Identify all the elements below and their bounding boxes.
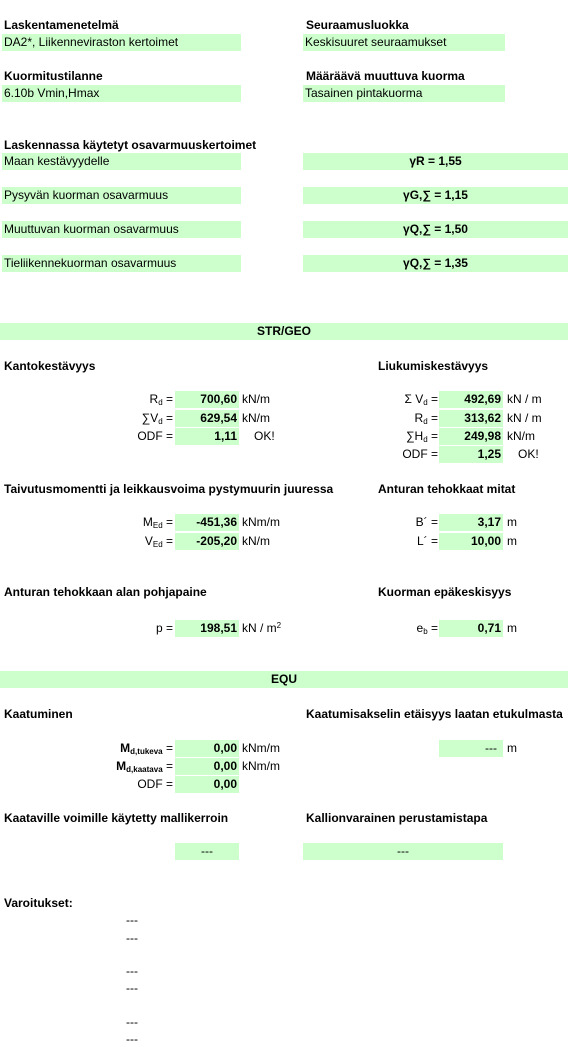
load-case-label: Kuormitustilanne (4, 69, 103, 83)
pressure-p-value[interactable]: 198,51 (175, 620, 239, 637)
sliding-vd-value[interactable]: 492,69 (439, 391, 503, 408)
rock-value[interactable]: --- (303, 843, 503, 860)
warning-item: --- (126, 931, 138, 945)
class-value[interactable]: Keskisuuret seuraamukset (303, 34, 505, 51)
overturn-m1-value[interactable]: 0,00 (175, 740, 239, 757)
sliding-rd-unit: kN / m (507, 411, 542, 425)
moment-ved-value[interactable]: -205,20 (175, 533, 239, 550)
bearing-odf-status: OK! (254, 429, 275, 443)
axis-value[interactable]: --- (439, 740, 503, 757)
model-value[interactable]: --- (175, 843, 239, 860)
bearing-rd-unit: kN/m (242, 392, 270, 406)
dims-b-label: B´ = (415, 515, 438, 529)
sliding-title: Liukumiskestävyys (378, 359, 489, 373)
ecc-e-value[interactable]: 0,71 (439, 620, 503, 637)
dims-l-unit: m (507, 534, 517, 548)
warning-item: --- (126, 1032, 138, 1046)
overturn-title: Kaatuminen (4, 707, 73, 721)
overturn-m2-unit: kNm/m (242, 759, 280, 773)
factor-label-traffic: Tieliikennekuorman osavarmuus (2, 255, 241, 272)
moment-ved-label: $V_{Ed}$ = (144, 534, 173, 549)
dims-l-label: L´ = (416, 534, 438, 548)
axis-title: Kaatumisakselin etäisyys laatan etukulmasta (306, 707, 563, 721)
bearing-vd-label: $\sum V_d$ = (141, 411, 173, 426)
dims-b-value[interactable]: 3,17 (439, 514, 503, 531)
variable-load-value[interactable]: Tasainen pintakuorma (303, 85, 505, 102)
pressure-title: Anturan tehokkaan alan pohjapaine (4, 585, 207, 599)
model-title: Kaataville voimille käytetty mallikerroin (4, 811, 229, 825)
sliding-vd-label: Σ $V_d$ = (404, 392, 438, 407)
moment-title: Taivutusmomentti ja leikkausvoima pystymuurin juuressa (4, 482, 334, 496)
bearing-rd-value[interactable]: 700,60 (175, 391, 239, 408)
sliding-odf-label: ODF = (402, 447, 438, 461)
overturn-m1-unit: kNm/m (242, 741, 280, 755)
factor-value-traffic[interactable]: γQ,∑ = 1,35 (303, 255, 568, 272)
overturn-odf-label: ODF = (137, 777, 173, 791)
dims-title: Anturan tehokkaat mitat (378, 482, 516, 496)
moment-med-label: $M_{Ed}$ = (142, 515, 173, 530)
bearing-vd-value[interactable]: 629,54 (175, 410, 239, 427)
factor-label-permanent: Pysyvän kuorman osavarmuus (2, 187, 241, 204)
sliding-hd-value[interactable]: 249,98 (439, 428, 503, 445)
sliding-hd-unit: kN/m (507, 429, 535, 443)
ecc-title: Kuorman epäkeskisyys (378, 585, 512, 599)
bearing-odf-label: ODF = (137, 429, 173, 443)
pressure-p-label: p = (155, 621, 173, 635)
axis-unit: m (507, 741, 517, 755)
factors-heading: Laskennassa käytetyt osavarmuuskertoimet (4, 138, 257, 152)
sliding-odf-value[interactable]: 1,25 (439, 446, 503, 463)
bearing-vd-unit: kN/m (242, 411, 270, 425)
dims-l-value[interactable]: 10,00 (439, 533, 503, 550)
load-case-value[interactable]: 6.10b Vmin,Hmax (2, 85, 241, 102)
method-label: Laskentamenetelmä (4, 18, 119, 32)
warning-item: --- (126, 1015, 138, 1029)
factor-label-variable: Muuttuvan kuorman osavarmuus (2, 221, 241, 238)
bearing-rd-label: $R_d$ = (149, 392, 173, 407)
sliding-hd-label: $\sum H_d$ = (405, 429, 438, 444)
dims-b-unit: m (507, 515, 517, 529)
rock-title: Kallionvarainen perustamistapa (306, 811, 488, 825)
sliding-rd-value[interactable]: 313,62 (439, 410, 503, 427)
sliding-vd-unit: kN / m (507, 392, 542, 406)
warning-item: --- (126, 981, 138, 995)
bearing-odf-value[interactable]: 1,11 (175, 428, 239, 445)
factor-value-soil[interactable]: γR = 1,55 (303, 153, 568, 170)
equ-band: EQU (0, 671, 568, 688)
pressure-p-unit: kN / $m^2$ (242, 621, 282, 635)
class-label: Seuraamusluokka (306, 18, 409, 32)
ecc-e-unit: m (507, 621, 517, 635)
moment-med-value[interactable]: -451,36 (175, 514, 239, 531)
sliding-odf-status: OK! (518, 447, 539, 461)
bearing-title: Kantokestävyys (4, 359, 96, 373)
warning-item: --- (126, 964, 138, 978)
factor-label-soil: Maan kestävyydelle (2, 153, 241, 170)
moment-ved-unit: kN/m (242, 534, 270, 548)
sliding-rd-label: $R_d$ = (414, 411, 438, 426)
factor-value-variable[interactable]: γQ,∑ = 1,50 (303, 221, 568, 238)
warning-item: --- (126, 913, 138, 927)
overturn-m2-value[interactable]: 0,00 (175, 758, 239, 775)
overturn-odf-value[interactable]: 0,00 (175, 776, 239, 793)
factor-value-permanent[interactable]: γG,∑ = 1,15 (303, 187, 568, 204)
method-value[interactable]: DA2*, Liikenneviraston kertoimet (2, 34, 241, 51)
moment-med-unit: kNm/m (242, 515, 280, 529)
overturn-m1-label: $M_{d,tukeva}$ = (120, 741, 173, 756)
variable-load-label: Määräävä muuttuva kuorma (306, 69, 465, 83)
warnings-title: Varoitukset: (4, 896, 73, 910)
ecc-e-label: $e_b$ = (416, 621, 438, 636)
overturn-m2-label: $M_{d,kaatava}$ = (116, 759, 173, 774)
strgeo-band: STR/GEO (0, 323, 568, 340)
